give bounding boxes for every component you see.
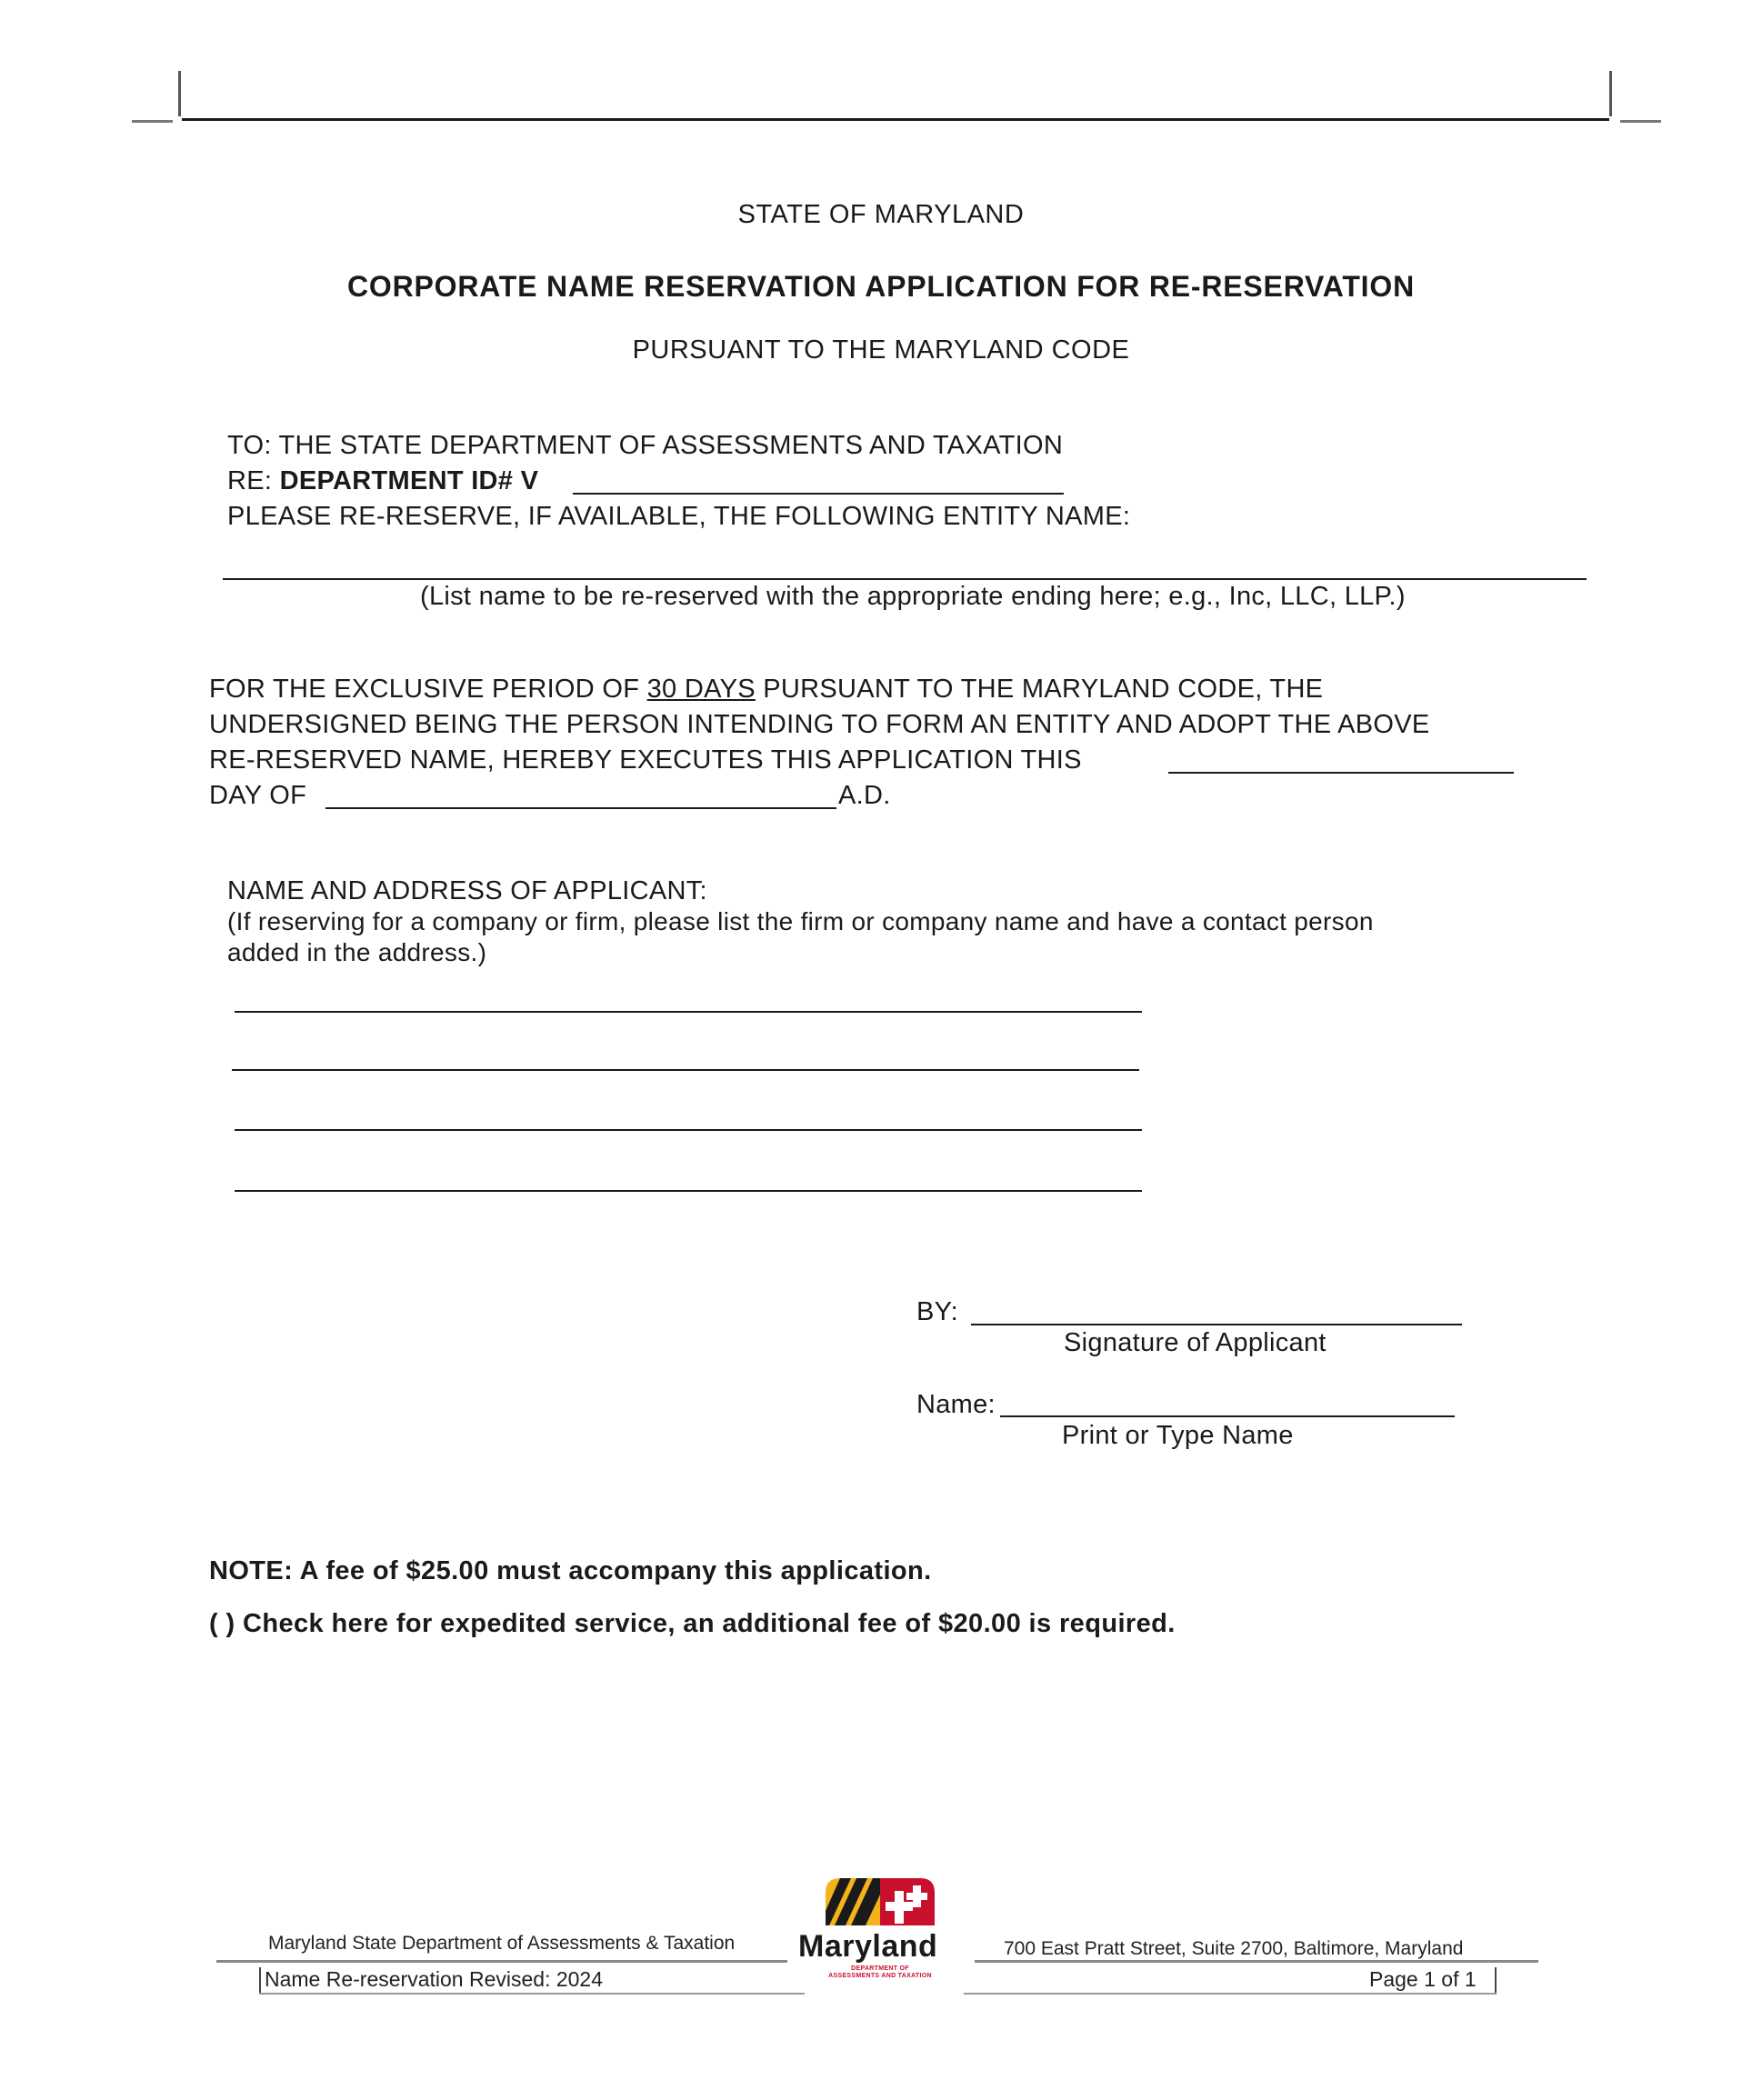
maryland-flag-icon <box>793 1871 967 1935</box>
period-line-2: UNDERSIGNED BEING THE PERSON INTENDING TO FORM AN ENTITY AND ADOPT THE ABOVE <box>209 710 1430 739</box>
expedited-checkbox[interactable]: ( ) <box>209 1609 235 1638</box>
maryland-logo <box>793 1871 967 1978</box>
period-line-3: RE-RESERVED NAME, HEREBY EXECUTES THIS APPLICATION THIS <box>209 745 1082 775</box>
fee-note: NOTE: A fee of $25.00 must accompany this application. <box>209 1556 932 1585</box>
crop-mark-left-horizontal <box>132 120 173 123</box>
state-heading: STATE OF MARYLAND <box>737 200 1025 229</box>
applicant-note-2: added in the address.) <box>227 938 487 966</box>
by-label: BY: <box>916 1297 959 1326</box>
period-ad-label: A.D. <box>838 781 891 810</box>
crop-mark-right <box>1609 71 1612 116</box>
addressee-to: TO: THE STATE DEPARTMENT OF ASSESSMENTS AND TAXATION <box>227 431 1064 460</box>
logo-subtitle-2: ASSESSMENTS AND TAXATION <box>828 1973 932 1979</box>
footer-bottom-rule-left <box>259 1993 805 1995</box>
applicant-address-line-3[interactable] <box>235 1129 1142 1131</box>
department-id-label: DEPARTMENT ID# V <box>279 466 539 495</box>
crop-mark-right-horizontal <box>1620 120 1661 123</box>
form-title: CORPORATE NAME RESERVATION APPLICATION FOR RE-RESERVATION <box>347 270 1415 303</box>
footer-page-number: Page 1 of 1 <box>1369 1967 1477 1991</box>
expedited-text: Check here for expedited service, an additional fee of $20.00 is required. <box>243 1609 1176 1638</box>
logo-subtitle-1: DEPARTMENT OF <box>851 1965 909 1972</box>
crop-mark-left <box>178 71 181 116</box>
printed-name-field[interactable] <box>1000 1415 1455 1417</box>
re-prefix: RE: <box>227 466 280 495</box>
pursuant-heading: PURSUANT TO THE MARYLAND CODE <box>632 335 1130 365</box>
logo-wordmark: Maryland <box>798 1929 938 1964</box>
entity-name-field[interactable] <box>223 578 1587 580</box>
printed-name-caption: Print or Type Name <box>1062 1421 1294 1450</box>
top-border-line <box>182 118 1609 121</box>
footer-agency: Maryland State Department of Assessments & Taxation <box>268 1933 736 1954</box>
period-line-1-end: PURSUANT TO THE MARYLAND CODE, THE <box>755 675 1324 704</box>
department-id-row <box>227 466 538 496</box>
period-line-1 <box>209 675 1323 705</box>
period-line-1-start: FOR THE EXCLUSIVE PERIOD OF <box>209 675 647 704</box>
footer-rule-left <box>216 1960 787 1963</box>
applicant-heading: NAME AND ADDRESS OF APPLICANT: <box>227 876 707 905</box>
applicant-note-1: (If reserving for a company or firm, please list the firm or company name and have a contact person <box>227 907 1374 935</box>
applicant-address-line-2[interactable] <box>232 1069 1139 1071</box>
applicant-address-line-4[interactable] <box>235 1190 1142 1192</box>
footer-bottom-rule-right <box>964 1993 1497 1995</box>
entity-name-hint: (List name to be re-reserved with the appropriate ending here; e.g., Inc, LLC, LLP.) <box>420 582 1406 611</box>
footer-box-right-edge <box>1495 1967 1497 1993</box>
month-field[interactable] <box>325 807 836 809</box>
footer-rule-right <box>975 1960 1538 1963</box>
signature-field[interactable] <box>971 1324 1462 1325</box>
applicant-address-line-1[interactable] <box>235 1011 1142 1013</box>
footer-box-left-edge <box>259 1967 261 1993</box>
period-day-of-label: DAY OF <box>209 781 307 810</box>
footer-form-name: Name Re-reservation Revised: 2024 <box>265 1967 604 1991</box>
department-id-field[interactable] <box>573 493 1064 495</box>
name-label: Name: <box>916 1390 996 1419</box>
expedited-row <box>209 1609 1176 1639</box>
re-reserve-request: PLEASE RE-RESERVE, IF AVAILABLE, THE FOLLOWING ENTITY NAME: <box>227 502 1131 531</box>
day-field[interactable] <box>1168 772 1514 774</box>
signature-caption: Signature of Applicant <box>1064 1328 1327 1357</box>
footer-address: 700 East Pratt Street, Suite 2700, Baltimore, Maryland <box>1004 1938 1464 1959</box>
period-days: 30 DAYS <box>646 675 756 704</box>
